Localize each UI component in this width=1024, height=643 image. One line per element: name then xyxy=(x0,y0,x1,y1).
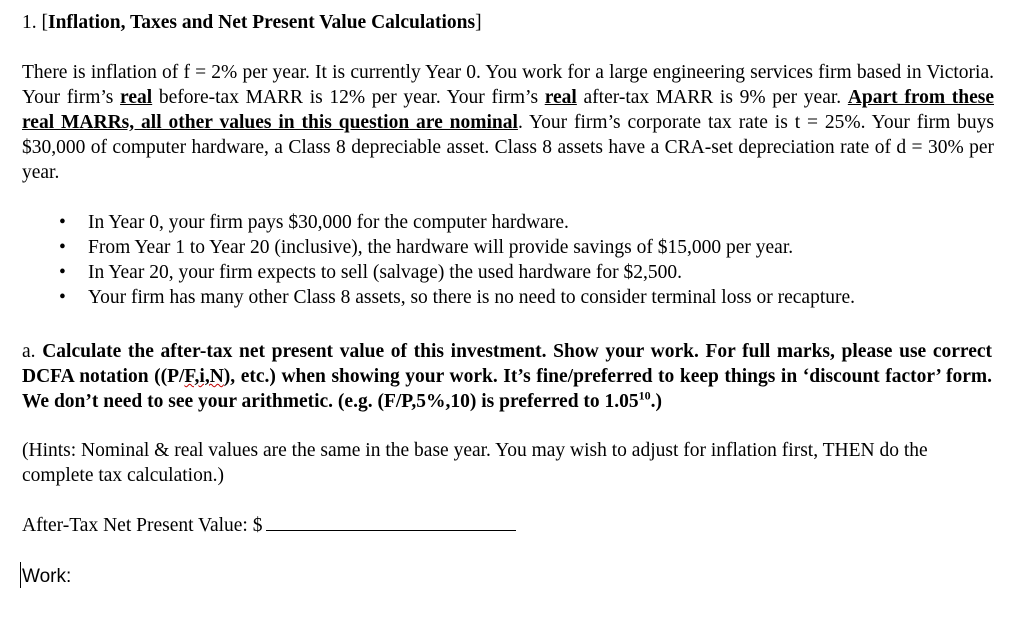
bullet-icon: • xyxy=(59,262,66,283)
intro-paragraph xyxy=(22,60,994,185)
title-bracket: ] xyxy=(475,12,482,33)
real-emphasis: real xyxy=(120,87,153,108)
spellcheck-squiggle: F,i,N xyxy=(184,366,224,387)
list-item-text: In Year 20, your firm expects to sell (salvage) the used hardware for $2,500. xyxy=(88,262,683,283)
list-item xyxy=(59,260,855,285)
part-a-text-1: Calculate the after-tax net present value of this investment. Show your work. For full marks, please use correct DCFA notation ((P/ xyxy=(22,341,992,387)
hints-paragraph: (Hints: Nominal & real values are the same in the base year. You may wish to adjust for inflation first, THEN do the complete tax calculation.) xyxy=(22,440,928,486)
work-label: Work: xyxy=(22,566,72,587)
intro-text-2: before-tax MARR is 12% per year. Your firm’s xyxy=(152,87,545,108)
real-emphasis: real xyxy=(544,87,577,108)
part-a-text-2: ), etc.) when showing your work. It’s fine/preferred to keep things in ‘discount factor’ form. We don’t need to see your arithmetic. (e.g. (F/P,5%,10) is preferred to 1.05 xyxy=(22,366,993,412)
list-item xyxy=(59,285,855,310)
question-title xyxy=(22,10,482,35)
intro-text-4: . Your firm’s corporate tax rate is t = 25%. Your firm buys $30,000 of computer hardware, a Class 8 depreciable asset. Class 8 assets have a CRA-set depreciation rate of d = 30% per year. xyxy=(22,112,995,183)
bullet-icon: • xyxy=(59,287,66,308)
part-a-text-3: .) xyxy=(650,391,663,412)
answer-blank-line[interactable] xyxy=(266,512,516,531)
question-number: 1. [ xyxy=(22,12,48,33)
nominal-emphasis: Apart from these real MARRs, all other values in this question are nominal xyxy=(22,87,995,133)
bullet-icon: • xyxy=(59,212,66,233)
answer-field-row xyxy=(22,512,516,538)
text-cursor xyxy=(20,562,21,588)
question-topic: Inflation, Taxes and Net Present Value Calculations xyxy=(48,12,476,33)
answer-label: After-Tax Net Present Value: $ xyxy=(22,515,263,536)
list-item xyxy=(59,235,855,260)
list-item-text: Your firm has many other Class 8 assets, so there is no need to consider terminal loss or recapture. xyxy=(88,287,856,308)
part-a-prompt xyxy=(22,339,992,414)
exponent: 10 xyxy=(638,388,651,403)
list-item-text: From Year 1 to Year 20 (inclusive), the hardware will provide savings of $15,000 per year. xyxy=(88,237,794,258)
list-item-text: In Year 0, your firm pays $30,000 for the computer hardware. xyxy=(88,212,569,233)
bullet-icon: • xyxy=(59,237,66,258)
intro-text-3: after-tax MARR is 9% per year. xyxy=(576,87,848,108)
work-area[interactable] xyxy=(20,562,71,589)
cashflow-bullet-list xyxy=(59,210,855,310)
list-item xyxy=(59,210,855,235)
intro-text-1: There is inflation of f = 2% per year. It is currently Year 0. You work for a large engineering services firm based in Victoria. Your firm’s xyxy=(22,62,994,108)
part-a-label: a. xyxy=(22,341,43,362)
